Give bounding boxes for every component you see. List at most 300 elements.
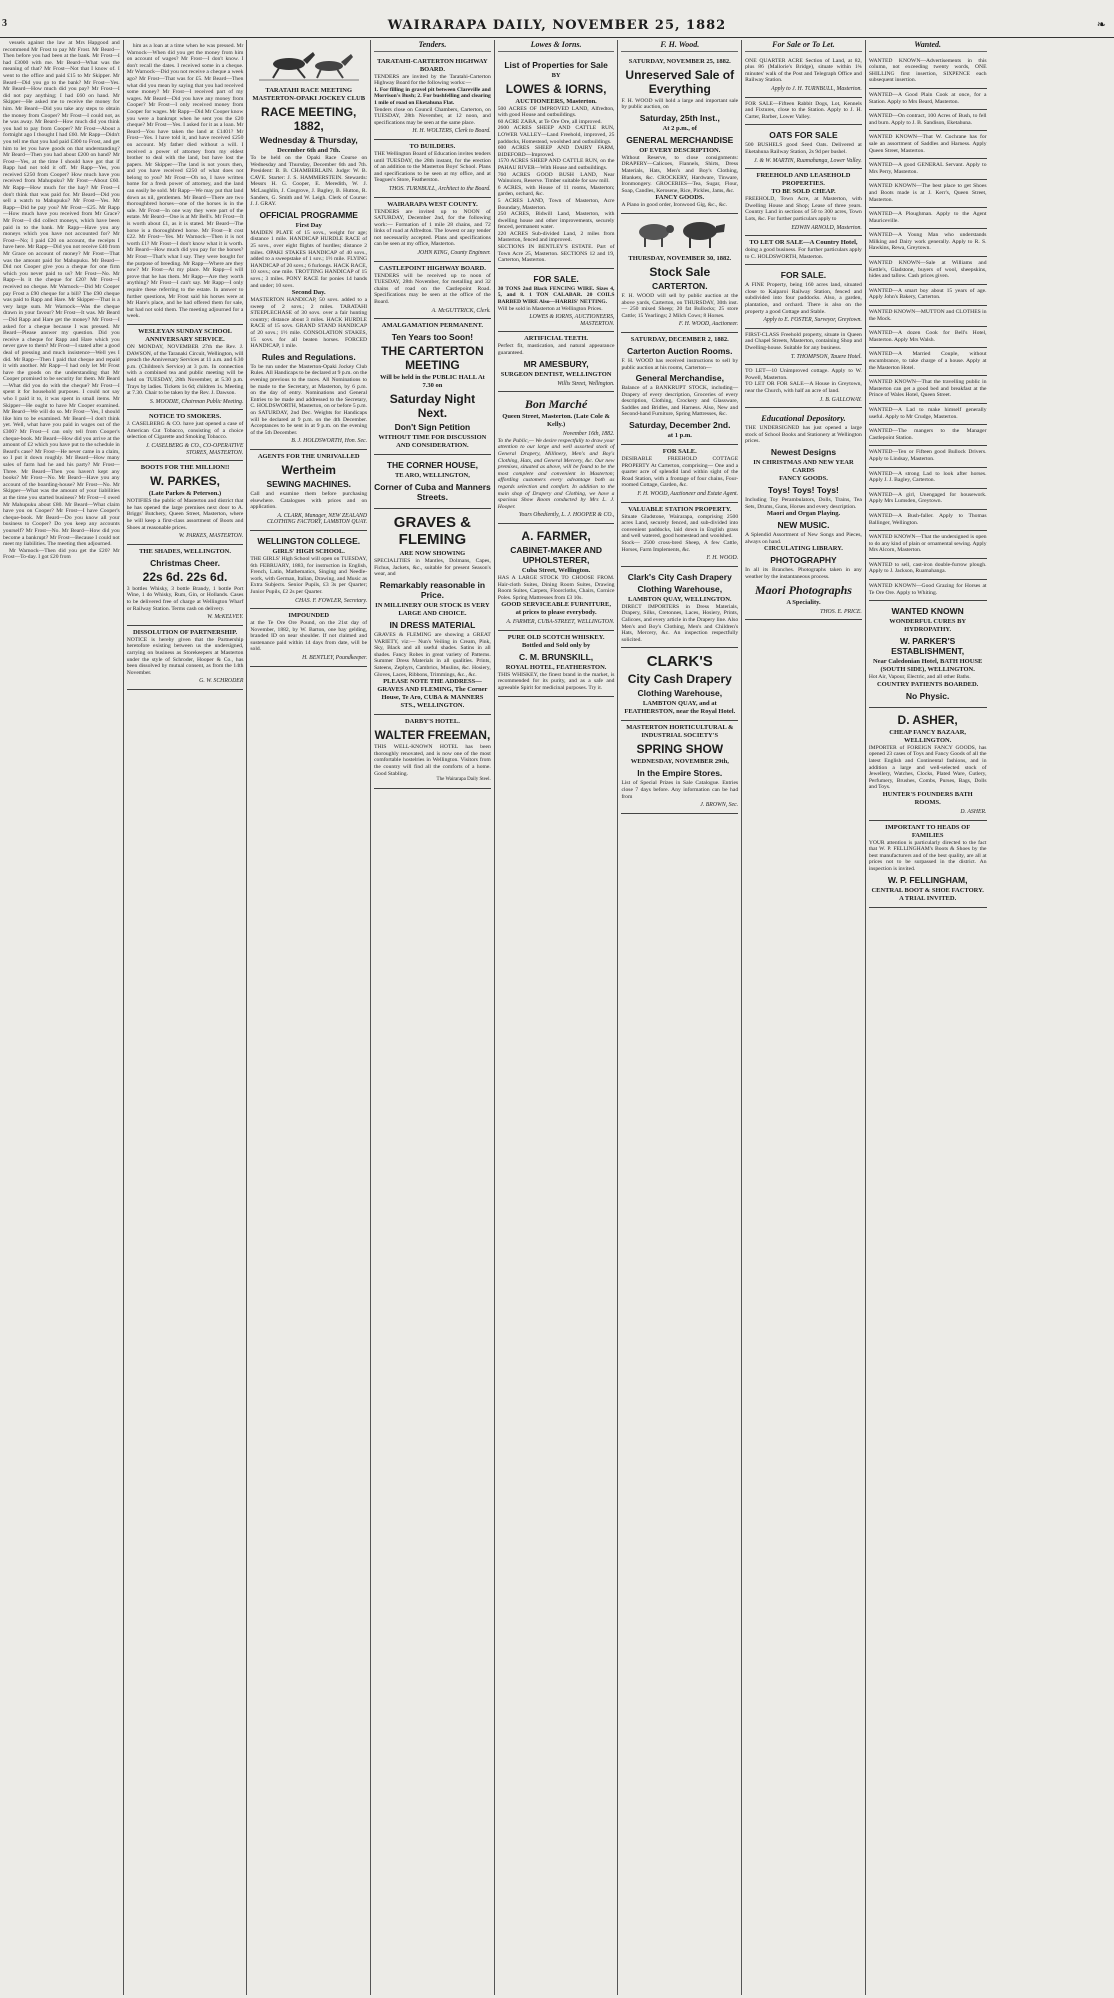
wood-time-6: at 1 p.m. <box>667 432 692 440</box>
darbys-hotel-ad <box>374 715 491 789</box>
property-firm: LOWES & IORNS, <box>505 81 607 96</box>
tender4-sign: A. McGUTTRICK, Clerk. <box>431 307 491 314</box>
property-sale-sign: Apply to E. FOSTER, Surveyor, Greytown. <box>763 317 862 324</box>
column-1 <box>0 40 124 1995</box>
wood-title-4: Stock Sale <box>649 264 711 279</box>
hydropathy-ad <box>869 601 987 708</box>
wanted-5-text: WANTED—A good GENERAL Servant. Apply to Mrs Perry, Masterton. <box>868 162 987 175</box>
meeting-body: Will be held in the PUBLIC HALL At 7.30 on <box>380 374 485 390</box>
wanted-10 <box>869 285 987 306</box>
impounded-heading: IMPOUNDED <box>288 612 330 620</box>
meeting-when: Saturday Night Next. <box>389 392 476 421</box>
property-1: 500 ACRES OF IMPROVED LAND, Alfredton, with good House and outbuildings. <box>497 105 615 119</box>
wood-sign-7: F. H. WOOD, Auctioneer and Estate Agent. <box>637 491 739 498</box>
race-label: TARATAHI RACE MEETING <box>265 87 353 94</box>
photography-body: In all its Branches. Photographs taken in any weather by the instantaneous process. <box>745 567 862 580</box>
library-heading: CIRCULATING LIBRARY. <box>764 545 843 553</box>
race-programme-heading: OFFICIAL PROGRAMME <box>259 209 358 220</box>
parker-address: Near Caledonian Hotel, BATH HOUSE (SOUTH SIDE), WELLINGTON. <box>872 658 983 674</box>
depository-heading: Educational Depository. <box>761 413 846 424</box>
dissolution-heading: DISSOLUTION OF PARTNERSHIP. <box>132 628 238 636</box>
column-7 <box>742 40 866 1995</box>
country-hotel-ad <box>745 236 862 265</box>
wood-body-8: Situate Gladstone, Wairarapa, comprising 2500 acres Land, securely fenced, and sub-divided into convenient paddocks, laid down in English grass and well watered, good homestead and woolshed. <box>621 513 739 540</box>
wanted-19-text: WANTED—A girl, Unengaged for housework. Apply Mrs Lumsden, Greytown. <box>868 491 987 505</box>
freehold-ad <box>745 169 862 236</box>
tender1-title: TARATAHI-CARTERTON HIGHWAY BOARD. <box>377 57 488 73</box>
wanted-11 <box>869 306 987 327</box>
clark2-address: LAMBTON QUAY, and at FEATHERSTON, near the Royal Hotel. <box>624 700 736 716</box>
wood-sign-4: F. H. WOOD, Auctioneer. <box>678 321 739 328</box>
parkes-body: NOTIFIES the public of Masterton and district that he has opened the large premises next door to A. Briggs' Butchery, Queen Street, Masterton, where he will keep a first-class assortment of Boots and Shoes at reasonable prices. <box>126 498 244 531</box>
wanted-6-text: WANTED KNOWN—The best place to get Shoes and Boots made is at J. Kerr's, Queen Street, Masterton. <box>868 183 987 203</box>
teeth-tail: Willis Street, Wellington. <box>557 380 615 387</box>
families-body: YOUR attention is particularly directed to the fact that W. P. FELLINGHAM's Boots & Shoes by the best manufacturers and of the best quality, are all at prices not to be surpassed in the district. An inspection is invited. <box>868 839 987 872</box>
sale-ad-1-sign: Apply to J. H. TURNBULL, Masterton. <box>771 85 862 92</box>
college-body: THE GIRLS' High School will open on TUESDAY, 6th FEBRUARY, 1883, for instruction in English, French, Latin, Mathematics, Singing and Needle-work, with German, Italian, Drawing, and Music as Extra Subjects. Senior Pupils, £3 3s per Quarter; Junior Pupils, £2 2s per Quarter. <box>250 555 368 595</box>
maori-photos-heading: Maori Photographs <box>754 582 852 597</box>
trial-invited: A TRIAL INVITED. <box>899 894 957 902</box>
wanted-6 <box>869 180 987 208</box>
wanted-2-text: WANTED—A Good Plain Cook at once, for a Station. Apply to Mrs Beard, Masterton. <box>868 91 987 105</box>
amalgamation-label: AMALGAMATION PERMANENT. <box>381 322 484 330</box>
shades-heading: THE SHADES, WELLINGTON. <box>139 547 231 555</box>
wood-sign-8: F. H. WOOD. <box>706 555 739 562</box>
show-date: WEDNESDAY, NOVEMBER 29th, <box>630 758 729 766</box>
wanted-15 <box>869 404 987 425</box>
wesleyan-body: ON MONDAY, NOVEMBER 27th the Rev. J. DAWSON, of the Taranaki Circuit, Wellington, will preach the Anniversary Services at 11 a.m. and 6.30 p.m. (Children's Service) at 3 p.m. In connection with a combined tea and public meeting will be held on TUESDAY, 28th November, at 5.30 p.m. Trays by ladies. Tickets 1s 6d; children 1s. Meeting at 7.30. Chair to be taken by the Rev. J. Dawson. <box>126 343 244 397</box>
gf-sign: GRAVES AND FLEMING, The Corner House, Te Aro, CUBA & MANNERS STS., WELLINGTON. <box>377 686 488 710</box>
property-sale-heading: FOR SALE. <box>780 270 827 281</box>
depository-body: THE UNDERSIGNED has just opened a large stock of School Books and Stationery at Wellington prices. <box>745 425 862 445</box>
first-class-freehold-ad <box>745 329 862 365</box>
wanted-20-text: WANTED—A Bush-faller. Apply to Thomas Ballinger, Wellington. <box>868 512 987 526</box>
race-intro: To be held on the Opaki Race Course on Wednesday and Thursday, December 6th and 7th. President: B. B. CHAMBERLAIN. Judge: W. B. CAVE. Starter: J. S. HAMMERSTEIN. Stewards: Messrs H. G. Cooper, E. Meredith, W. J. McLaughlin, J. Cosgrove, J. Bagley, B. Hutton, R. Sanders, G. Smith and W. Leigh. Clerk of Course: J. J. GRAY. <box>250 155 368 208</box>
scotch-body: THIS WHISKEY, the finest brand in the market, is recommended for its purity, and as a safe and agreeable Spirit for medicinal purposes. Try it. <box>497 671 615 692</box>
wertheim-brand: Wertheim <box>281 462 336 477</box>
race-club: MASTERTON-OPAKI JOCKEY CLUB <box>252 95 366 102</box>
bon-marche-ad <box>498 392 615 524</box>
wertheim-title: SEWING MACHINES. <box>266 478 351 489</box>
dissolution-notice <box>127 626 244 690</box>
wanted-21-text: WANTED KNOWN—That the undersigned is open to do any kind of plain or ornamental sewing. Apply Mrs Alcorn, Masterton. <box>868 534 987 554</box>
tender2-body: THE Wellington Board of Education invites tenders until TUESDAY, the 28th instant, for the erection of an addition to the Masterton Boys' School. Plans and specifications to be seen at my office, and at Teagues's Store, Featherston. <box>374 150 491 184</box>
tender3-body: TENDERS are invited up to NOON of SATURDAY, December 2nd, for the following work:— Formation of 1 mile 28 chains, and 72 links of road at Alfredton. The lowest or any tender not necessarily accepted. Plans and specifications can be seen at my office, Masterton. <box>374 208 491 248</box>
gf-millinery: IN MILLINERY OUR STOCK IS VERY LARGE AND CHOICE. <box>375 602 490 617</box>
page-columns <box>0 40 1114 1995</box>
wood-body-2: Without Reserve, to close consignments: DRAPERY—Calicoes, Flannels, Shirts, Dress Materials, Hats, Men's and Boy's Clothing, Blankets, &c. CROCKERY, Hardware, Tinware, Ironmongery. GROCERIES—Tea, Sugar, Flour, Soap, Candles, Kerosene, Rice, Pickles, Jams, &c. <box>621 154 739 194</box>
shades-body: 3 bottles Whisky, 3 bottle Brandy, 1 bottle Port Wine, 1 do Whisky, Rum, Gin, or Hollands. Cases to be delivered free of charge at Wellington Wharf or Railway Station. Terms cash on delivery. <box>126 585 244 612</box>
show-place: In the Empire Stores. <box>637 768 723 779</box>
tender3-sign: JOHN KING, County Engineer. <box>417 250 491 257</box>
gf-dress-body: GRAVES & FLEMING are showing a GREAT VARIETY, viz:— Nun's Veiling in Cream, Pink, Sky, Black and all useful shades. Satins in all shades. Fancy Robes in great variety of Patterns. Summer Dress Materials in all qualities. Prints, Sateens, Zephyrs, Cambrics, Muslins, &c. Hosiery, Gloves, Laces, Ribbons, Trimmings, &c., &c. <box>374 632 491 678</box>
wood-date-1: SATURDAY, NOVEMBER 25, 1882. <box>628 57 731 65</box>
to-let-sign: J. B. GALLOWAY. <box>819 396 862 403</box>
meeting-title: THE CARTERTON MEETING <box>381 344 484 373</box>
race-day2-body: MASTERTON HANDICAP, 50 sovs. added to a sweep of 2 sovs.; 2 miles. TARATAHI STEEPLECHASE of 30 sovs. over a fair hunting country; distance about 3 miles. HACK HURDLE RACE of 15 sovs. GRAND STAND HANDICAP of 20 sovs.; 1½ mile. CONSOLATION STAKES, 15 sovs. for all beaten horses. FORCED HANDICAP, 1 mile. <box>250 297 368 350</box>
first-class-body: FIRST-CLASS Freehold property, situate in Queen and Chapel Streets, Masterton, containing Shop and Dwelling-house. Suitable for any business. <box>745 331 862 352</box>
clark2-title: CLARK'S <box>646 653 713 671</box>
property-4: 600 ACRES SHEEP AND DAIRY FARM, BIDEFORD—Improved. <box>497 145 615 158</box>
fencing-sign: LOWES & IORNS, AUCTIONEERS, MASTERTON. <box>529 314 615 327</box>
farmer-sub: CABINET-MAKER AND UPHOLSTERER, <box>510 544 602 565</box>
wanted-16 <box>869 425 987 446</box>
wanted-10-text: WANTED—A smart boy about 15 years of age. Apply John's Bakery, Carterton. <box>868 287 987 301</box>
parker-body: Hot Air, Vapour, Electric, and all other Baths. <box>868 674 971 681</box>
no-physic: No Physic. <box>905 690 950 701</box>
designs-heading: Newest Designs <box>770 446 837 457</box>
sale-ad-2-body: FOR SALE—Fifteen Rabbit Dogs, Lot, Kennels and Fixtures, close to the Station. Apply to J. H. Carter, Barber, Lower Valley. <box>745 100 862 120</box>
clarks-second-ad <box>621 648 738 721</box>
farmer-body: HAS A LARGE STOCK TO CHOOSE FROM. Hair-cloth Suites, Dining Room Suites, Drawing Room Suites, Carpets, Floorcloths, Chairs, Cornice Poles. Spring Mattresses from £3 10s. <box>497 574 615 601</box>
to-let-2: TO LET OR FOR SALE—A House in Greytown, near the Church, with half an acre of land. <box>745 381 862 394</box>
farmer-address: Cuba Street, Wellington. <box>521 566 591 574</box>
wanted-2 <box>869 89 987 110</box>
race-horses-engraving-icon <box>259 42 359 82</box>
property-8: 5 ACRES LAND, Town of Masterton, Acre Boundary, Masterton. <box>497 197 615 211</box>
wanted-9-text: WANTED KNOWN—Sale at Williams and Kettle's, Gladstone, buyers of wool, sheepskins, hides and tallow. Cash prices given. <box>868 260 987 280</box>
teeth-title: ARTIFICIAL TEETH. <box>524 335 589 343</box>
race-meeting-ad <box>250 84 367 450</box>
property-list-by: BY <box>551 71 561 79</box>
scotch-name: C. M. BRUNSKILL, <box>519 651 594 662</box>
toys-heading: Toys! Toys! Toys! <box>768 484 839 495</box>
wood-body-5: F. H. WOOD has received instructions to sell by public auction at his rooms, Carterton— <box>621 357 739 371</box>
darby-footer: The Wairarapa Daily Steel. <box>436 777 491 783</box>
race-rules-body: To be run under the Masterton-Opaki Jockey Club Rules. All Handicaps to be declared at 9 p.m. on the evening previous to the races. All Nominations to be made to the Secretary, at Masterton, by 6 p.m. on the day of entry. Nominations and General Entries to be made and addressed to the Secretary, C. HOLDSWORTH, Masterton, on or before 5 p.m. on SATURDAY, 2nd Dec. Weights for Handicaps will be declared at 9 p.m. on the 4th December. Acceptances to be sent in at 9 p.m. on the evening of the 5th December. <box>250 363 368 436</box>
asher-body: IMPORTER of FOREIGN FANCY GOODS, has opened 23 cases of Toys and Fancy Goods of all the latest English and Continental fashions, and in addition a large and well-selected stock of Jewellery, Watches, Clocks, Plated Ware, Cutlery, Perfumery, Brushes, Combs, Purses, Bags, Dolls and Toys. <box>868 744 987 791</box>
artificial-teeth-ad <box>498 332 615 392</box>
hearing-continued <box>127 40 244 325</box>
tender-county <box>374 198 491 262</box>
teeth-body: Perfect fit, mastication, and natural appearance guaranteed. <box>497 343 615 356</box>
wanted-13-text: WANTED—A Married Couple, without encumbrance, to take charge of a house. Apply at the Masterton Hotel. <box>868 351 987 371</box>
wanted-21 <box>869 531 987 559</box>
gf-dress-heading: IN DRESS MATERIAL <box>389 620 476 630</box>
race-dates: December 6th and 7th. <box>277 147 341 154</box>
tender4-body: TENDERS will be received up to noon of TUESDAY, 28th November, for metalling and 32 chains of road on the Castlepoint Road. Specifications may be seen at the office of the Board. <box>374 272 491 306</box>
wood-cottage-sale <box>621 445 738 503</box>
college-heading: WELLINGTON COLLEGE. <box>257 535 361 546</box>
page-number: 3 <box>2 18 7 29</box>
farmer-tail: GOOD SERVICEABLE FURNITURE, at prices to please everybody. <box>501 601 611 617</box>
meeting-note: Don't Sign Petition <box>394 422 471 433</box>
wood-date-2: THURSDAY, NOVEMBER 30, 1882. <box>628 254 732 262</box>
corner-title: THE CORNER HOUSE, <box>386 460 478 471</box>
wood-title-7: FOR SALE. <box>662 448 697 456</box>
lowes-iorns-heading: Lowes & Iorns. <box>498 42 615 52</box>
teeth-name: MR AMESBURY, <box>523 358 589 369</box>
price-sign: THOS. E. PRICE. <box>820 608 862 615</box>
wesleyan-notice <box>127 325 244 410</box>
oats-sign: J. & W. MARTIN, Ruamahanga, Lower Valley. <box>753 157 862 164</box>
bankruptcy-hearing-closing: Mr Warnock—Then did you get the £20? Mr Frost—To-day. I got £20 from <box>3 547 120 561</box>
fencing-heading: FOR SALE. <box>533 273 579 284</box>
tender4-title: CASTLEPOINT HIGHWAY BOARD. <box>378 264 486 272</box>
shades-title: Christmas Cheer. <box>150 557 220 568</box>
bon-title: Bon Marché <box>524 397 588 412</box>
property-2: 60 ACRE ZABA, at Te Ore Ore, all improved. <box>497 118 602 125</box>
parkes-heading: BOOTS FOR THE MILLION!! <box>140 464 230 472</box>
fellingham-name: W. P. FELLINGHAM, <box>887 874 968 885</box>
wanted-20 <box>869 510 987 531</box>
smokers-notice <box>127 410 244 461</box>
wanted-7 <box>869 208 987 229</box>
fencing-items: 30 TONS 2nd Black FENCING WIRE. Sizes 4, 5, and 8. 1 TON CALABAR. 20 COILS BARBED WIRE Also—HARRIS' NETTING. <box>497 285 615 306</box>
wanted-13 <box>869 348 987 376</box>
corner-house-ad <box>374 455 491 509</box>
scotch-title: PURE OLD SCOTCH WHISKEY. <box>507 633 605 641</box>
oats-heading: OATS FOR SALE <box>769 130 838 141</box>
column-4 <box>371 40 495 1995</box>
wanted-7-text: WANTED—A Ploughman. Apply to the Agent Mauriceville. <box>868 211 987 224</box>
shades-sign: W. McKELVEY. <box>207 614 244 621</box>
fellingham-ad <box>869 821 987 908</box>
parkes-sign: W. PARKES, MASTERTON. <box>178 533 244 540</box>
show-title: MASTERTON HORTICULTURAL & INDUSTRIAL SOCIETY'S <box>626 724 734 740</box>
column-3 <box>247 40 371 1995</box>
clarks-drapery-ad <box>621 567 738 649</box>
page-mark-icon: ❧ <box>1096 19 1106 31</box>
wood-when-6: Saturday, December 2nd. <box>629 420 731 431</box>
meeting-tail: WITHOUT TIME FOR DISCUSSION AND CONSIDERATION. <box>378 434 487 450</box>
property-sale-ad <box>745 265 862 329</box>
asher-title: D. ASHER, <box>897 712 958 727</box>
race-day2-heading: Second Day. <box>291 289 326 297</box>
race-when: Wednesday & Thursday, <box>259 135 358 145</box>
wood-date-3: SATURDAY, DECEMBER 2, 1882. <box>630 335 729 343</box>
hotel-heading: TO LET OR SALE—A Country Hotel, <box>749 239 858 247</box>
race-rules-heading: Rules and Regulations. <box>261 351 356 362</box>
first-class-sign: T. THOMPSON, Tauere Hotel. <box>790 353 862 360</box>
sale-ad-1 <box>745 55 862 98</box>
column-6 <box>618 40 742 1995</box>
wood-title-5: Carterton Auction Rooms. <box>627 345 733 356</box>
freehold-body: FREEHOLD, Town Acre, at Masterton, with Dwelling House and Shop; Lease of three years. Country Land in sections of 50 to 300 acres, Town Lots, &c. For further particulars apply to <box>745 196 862 222</box>
wood-stock-sale <box>621 252 738 333</box>
photography-heading: PHOTOGRAPHY <box>770 555 837 566</box>
wanted-1 <box>869 55 987 89</box>
wood-sale-1 <box>621 55 738 214</box>
wood-sub-4: CARTERTON. <box>651 280 708 291</box>
for-sale-heading: For Sale or To Let. <box>745 42 862 52</box>
wood-body-3: A Piano in good order, Ironwood Gig, &c., &c. <box>621 202 728 209</box>
wanted-16-text: WANTED—The mangers to the Manager Castlepoint Station. <box>868 428 987 441</box>
tender1-items: 1. For filling in gravel pit between Clareville and Morrison's Bush; 2. For bushfelling and clearing 1 mile of road on Eketahuna Flat. <box>374 86 491 106</box>
graves-fleming-ad <box>374 509 491 715</box>
to-let-ads <box>745 365 862 408</box>
fh-wood-heading: F. H. Wood. <box>621 42 738 52</box>
depository-ad <box>745 408 862 620</box>
property-9: 250 ACRES, Bidwill Land, Masterton, with dwelling house and other improvements, securely fenced, permanent water. <box>497 211 615 231</box>
tender1-body: TENDERS are invited by the Taratahi-Carterton Highway Board for the following works:— <box>374 73 491 87</box>
wanted-12 <box>869 327 987 348</box>
wanted-23 <box>869 580 987 601</box>
music-body: A Splendid Assortment of New Songs and Pieces, always on hand. <box>745 532 862 545</box>
maori-photos-sub: A Speciality. <box>786 598 821 606</box>
college-sign: CHAS. F. FOWLER, Secretary. <box>295 597 368 604</box>
wood-body-1: F. H. WOOD will hold a large and important sale by public auction, on <box>621 97 739 111</box>
fellingham-address: CENTRAL BOOT & SHOE FACTORY. <box>871 886 984 894</box>
tender-builders <box>374 140 491 198</box>
column-8 <box>866 40 990 1995</box>
property-10: 220 ACRES Sub-divided Land, 2 miles from Masterton, fenced and improved. <box>497 230 615 244</box>
scotch-whiskey-ad <box>498 631 615 697</box>
hotel-body: doing a good business. For further particulars apply to C. HOLDSWORTH, Masterton. <box>745 247 862 260</box>
wanted-15-text: WANTED—A Lad to make himself generally useful. Apply to Mr Crudge, Masterton. <box>868 406 987 420</box>
wood-title-6: General Merchandise, <box>635 373 724 384</box>
tender2-title: TO BUILDERS. <box>409 142 456 150</box>
wesleyan-sign: S. MOODIE, Chairman Public Meeting. <box>149 398 244 405</box>
wanted-4 <box>869 131 987 159</box>
race-sign: B. J. HOLDSWORTH, Hon. Sec. <box>291 438 368 445</box>
wanted-22-text: WANTED to sell, cast-iron double-furrow plough. Apply to J. Jackson, Ruamahanga. <box>868 561 987 575</box>
wanted-22 <box>869 559 987 580</box>
tenders-heading: Tenders. <box>374 42 491 52</box>
parker-rooms: COUNTRY PATIENTS BOARDED. <box>876 680 979 688</box>
parkes-sub: (Late Parkes & Peterson.) <box>148 490 222 498</box>
impounded-body: at the Te Ore Ore Pound, on the 21st day of November, 1882, by W. Barton, one bay gelding, branded ID on near shoulder. If not claimed and sustenance paid within 14 days from date, will be sold. <box>250 620 368 653</box>
hunter-heading: HUNTER'S FOUNDERS BATH ROOMS. <box>882 791 973 806</box>
darby-body: THIS WELL-KNOWN HOTEL has been thoroughly renovated, and is now one of the most comfortable hostelries in Wellington. Visitors from the country will find all the comforts of a home. Good Stabling. <box>374 744 491 777</box>
carterton-meeting-ad <box>374 319 491 455</box>
property-list-title: List of Properties for Sale <box>504 59 608 70</box>
impounded-notice <box>250 609 367 667</box>
wood-auction-rooms <box>621 333 738 445</box>
impounded-sign: H. BENTLEY, Poundkeeper. <box>302 655 368 662</box>
newspaper-title: WAIRARAPA DAILY, NOVEMBER 25, 1882 <box>387 18 727 33</box>
dissolution-body: NOTICE is hereby given that the Partnership heretofore existing between us the undersigned, carrying on business as Storekeepers at Masterton under the style of Schroder, Hooper & Co., has been dissolved by mutual consent, as from the 14th November. <box>126 636 244 676</box>
gf-title: GRAVES & FLEMING <box>393 514 472 549</box>
college-ad <box>250 531 367 609</box>
asher-sign: D. ASHER. <box>960 809 987 815</box>
column-5 <box>495 40 619 1995</box>
tender2-sign: THOS. TURNBULL, Architect to the Board. <box>388 185 491 192</box>
asher-bazaar-ad <box>869 708 987 821</box>
wood-time-1: At 2 p.m., of <box>662 124 697 132</box>
meeting-pre: Ten Years too Soon! <box>391 332 474 343</box>
bon-body: To the Public,— We desire respectfully to draw your attention to our large and well assorted stock of General Drapery, Millinery, Men's and Boy's Clothing, Hats, and General Mercery, &c. Our new premises, situated as above, will be found to be the most complete and convenient in Masterton; affording customers every advantage both as regards selection and comfort. In addition to the main shop of Drapery and Clothing, we have a spacious Show Room conducted by Mrs L. J. Hooper. <box>497 437 615 510</box>
wanted-14 <box>869 376 987 404</box>
wanted-18-text: WANTED—A strong Lad to look after horses. Apply J. J. Bagley, Carterton. <box>868 470 987 484</box>
clark2-sub2: Clothing Warehouse, <box>637 688 723 699</box>
clark-address: LAMBTON QUAY, WELLINGTON. <box>628 595 732 603</box>
scotch-sub: Bottled and Sold only by <box>521 641 591 649</box>
freehold-heading: FREEHOLD AND LEASEHOLD PROPERTIES. <box>756 172 851 188</box>
tender-highway-board <box>374 55 491 140</box>
sale-ad-2 <box>745 98 862 126</box>
property-list-ad <box>498 55 615 269</box>
wanted-17 <box>869 446 987 467</box>
asher-sub: CHEAP FANCY BAZAAR, WELLINGTON. <box>889 728 967 744</box>
property-firm-sub: AUCTIONEERS, Masterton. <box>515 97 597 105</box>
property-3: 2600 ACRES SHEEP AND CATTLE RUN, LOWER VALLEY—Land Freehold, improved, 25 paddocks, Homestead, woolshed and outbuildings. <box>497 125 615 145</box>
fencing-tail: Will be sold in Masterton at Wellington Prices. <box>497 305 603 312</box>
fencing-wire-ad <box>498 269 615 333</box>
shades-prices: 22s 6d. 22s 6d. <box>142 569 228 584</box>
wertheim-heading: AGENTS FOR THE UNRIVALLED <box>257 452 360 460</box>
wood-body-4: F. H. WOOD will sell by public auction at the above yards, Carterton, on THURSDAY, 30th inst.— 250 mixed Sheep; 20 fat Bullocks; 25 store Cattle; 15 Yearlings; 2 Milch Cows; 8 Horses. <box>621 292 739 319</box>
known-sub: WONDERFUL CURES BY HYDROPATHY. <box>889 618 967 634</box>
farmer-title: A. FARMER, <box>521 528 591 543</box>
wesleyan-heading: WESLEYAN SUNDAY SCHOOL ANNIVERSARY SERVICE. <box>138 327 232 343</box>
wanted-3-text: WANTED—On contract, 100 Acres of Bush, to fell and burn. Apply to J. B. Sandison, Eketahuna. <box>868 113 987 126</box>
clark2-sub: City Cash Drapery <box>627 672 732 687</box>
wanted-8 <box>869 229 987 257</box>
property-5: 1570 ACRES SHEEP AND CATTLE RUN, on the PAHAU RIVER—With House and outbuildings. <box>497 158 615 171</box>
gf-body: SPECIALITIES in Mantles, Dolmans, Capes, Fichus, Jackets, &c., suitable for present Season's wear, and <box>374 558 491 578</box>
spring-show-ad <box>621 721 738 813</box>
parkes-title: W. PARKES, <box>150 474 220 489</box>
bankruptcy-hearing-text: vessels against the law at Mrs Hapgood and recommend Mr Frost to pay Mr Frost. Mr Beard—Then before you had been at the bank. Mr Frost—I had £3000 with me. Mr Beard—What was the meaning of that? Mr Frost—Not that I know of. I went to the office and paid £15 to Mr Skipper. Mr Beard—Did you go to the bank? Mr Frost—Yes. Mr Beard—How much did you pay? Mr Frost—I did not pay anything; I had £60 on hand. Mr Skipper—He asked me to receive the money for him. Mr Beard—Did you take any steps to obtain the money from Cooper? Mr Frost—I could not, as he was away. Mr Beard—How much did you think you had to pay from Cooper? Mr Frost—About a fortnight ago I thought I had £60. Mr Rapp—Didn't you tell me that you had paid £300 to Frost, and get him to let you have goods on that understanding? Mr Beard—Then you had about £200 on hand? Mr Frost—Yes, at the time I should have got that if Rapp had not told it off. Mr Rapp—Yes, you received £250 from Cooper? How much have you received from Mahupuku? Mr Frost—About £60. Mr Rapp—How much for the hay? Mr Frost—I don't think that was paid for. Mr Beard—Did you sell a watch to Mahupuku? Mr Frost—Yes. Mr Rapp—Did he pay you? Mr Frost—£25. Mr Rapp—How much have you received from Mr Grace? Mr Frost—I did collect moneys, which have been paid in to the bank. Mr Rapp—Have you any moneys which you have not accounted for? Mr Frost—No; I paid £20 on account, the receipts I have here. Mr Rapp—Did you not receive £40 from Mr Grace on account of money? Mr Frost—That was the amount paid for Mahupuku. Mr Beard—Did not Cooper give you a cheque for one firm which you never paid to us? Mr Frost—No. Mr Rapp—Is it the cheque for £20? Mr Frost—I received no cheque. Mr Warnock—Did Mr Cooper pay Frost a £90 cheque for a bill? The £90 cheque was paid to Rapp and Hare. Mr Skipper—That is a very large sum. Mr Warnock—Was the cheque drawn in your favour? Mr Frost—It was. Mr Beard—Did Rapp and Hare get the money? Mr Frost—I asked for a cheque because I was pressed. Mr Beard—Please answer my question. Did you receive a cheque for Rapp and Hare which you never gave to them? Mr Frost—I stated after a good deal of pressing and much insistence—Well yes I did. Mr Rapp—Then I paid that cheque and repaid it with another. Mr Rapp—I had only let Mr Frost have the goods on the understanding that Mr Cooper promised to be security for them. Mr Beard—What did you do with the cheque? Mr Frost—I spent it for household purposes. I could not say who I paid it to, it was spent in small items. Mr Skipper—He ought to have Mr Cooper examined. Mr Beard—We will do so. Mr Frost—Yes, I should like him to be examined. Mr Beard—I don't think yet. Well, what have you paid in wages out of the £300? Mr Frost—I can only tell from Cooper's cheque-book. Mr Beard—How did you arrive at the amount of £2 which you have put to the schedule in Beard's case? Mr Frost—He never came in a claim, so I put it down roughly. Mr Beard—How many sales of farm had he and his party? Mr Frost—Three. Mr Beard—Then you haven't kept any books? Mr Frost—No. Mr Beard—Have you any account of the boarding-house? Mr Frost—No. Mr Skipper—What was the amount of your liabilities at the time you started business? Mr Frost—I owed Mr Mahupuku about £80. Mr Beard—What claim have you on Cooper? Mr Frost—I have Cooper's cheque-book. Mr Beard—Do you know all your business to Cooper? Do you keep any accounts yourself? Mr Frost—No. Mr Beard—How did you become a bankrupt? Mr Frost—Because I could not meet my liabilities. The meeting then adjourned. <box>3 40 120 548</box>
wertheim-body: Call and examine them before purchasing elsewhere. Catalogues with prices and on application. <box>250 490 368 511</box>
gf-tail: PLEASE NOTE THE ADDRESS— <box>383 678 482 686</box>
wertheim-sign: A. CLARK, Manager, NEW ZEALAND CLOTHING FACTORY, LAMBTON QUAY. <box>266 512 368 526</box>
bon-address: Queen Street, Masterton. (Late Cole & Kelly.) <box>502 413 610 429</box>
smokers-sign: J. CASELBERG & CO., CO-OPERATIVE STORES, MASTERTON. <box>145 443 244 456</box>
tender1-sign: H. H. WOLTERS, Clerk to Board. <box>412 128 491 135</box>
wood-title-8: VALUABLE STATION PROPERTY. <box>628 505 732 513</box>
freehold-sub: TO BE SOLD CHEAP. <box>771 188 836 196</box>
farmer-sign: A. FARMER, CUBA-STREET, WELLINGTON. <box>506 619 615 626</box>
property-sale-body: A FINE Property, being 160 acres land, situated close to Kaiparoi Railway Station, fenced and subdivided into four paddocks. Also, a garden, plantation, and orchard. There is also on the property a good Cottage and Stable. <box>745 282 862 315</box>
clark-sub: Clothing Warehouse, <box>637 583 723 594</box>
race-day1-body: MAIDEN PLATE of 15 sovs., weight for age; distance 1 mile. HANDICAP HURDLE RACE of 25 sovs., over eight flights of hurdles; distance 2 miles. OPAKI STAKES HANDICAP of 40 sovs., added to a sweepstake of 1 sov.; 1½ mile. FLYING HANDICAP of 20 sovs.; 6 furlongs. HACK RACE, 10 sovs.; one mile. TROTTING HANDICAP of 15 sovs.; 3 miles. PONY RACE for ponies 14 hands and under; 10 sovs. <box>250 229 368 289</box>
wanted-18 <box>869 468 987 489</box>
farmer-cabinet-ad <box>498 524 615 631</box>
college-sub: GIRLS' HIGH SCHOOL. <box>272 547 345 555</box>
organ-heading: Maori and Organ Playing. <box>766 510 841 518</box>
tender1-tail: Tenders close on Council Chambers, Carterton, on TUESDAY, 28th November, at 12 noon, and specifications may be seen at the same place. <box>374 106 491 126</box>
teeth-sub: SURGEON DENTIST, WELLINGTON <box>500 370 612 378</box>
walter-freeman: WALTER FREEMAN, <box>374 728 491 743</box>
hearing-continued-text: him as a loan at a time when he was pressed. Mr Warnock—When did you get the money from him on account of wages? Mr Frost—I don't know. I don't recall the dates. I received some in a cheque. Mr Warnock—Did you not receive a cheque a week ago? Mr Frost—That was for £5. Mr Beard—Then what did you mean by saying that you had received some money? Mr Frost—I received part of my wages. Mr Beard—Did you have any money from Cooper? Mr Frost—I only received money from Cooper for wages. Mr Rapp—Did Mr Cooper know you were a bankrupt when he sent you the £20 cheque? Mr Frost—Yes. I asked for it as a loan. Mr Beard—You have taken the land at £1401? Mr Frost—Yes. I have told it, and have received £250 on account. My father died without a will. I received a power of attorney from my eldest brother to deal with the land, but have lost the papers. Mr Skipper—The land is not yours then, and you have received £250 of what does not belong to you? Mr Frost—Oh no, I have written home for a fresh power of attorney, and the land can easily be sold. Mr Rapp—We may put that land down as nil, gentlemen. Mr Beard—There are two thoroughbred horses—one of the horses is in the sale. Mr Frost—In one way they were part of the estate. Mr Beard—One is at Mr Bell's. Mr Frost—It is worth about £1, as it is stated. Mr Beard—The horse is a thoroughbred horse. Mr Frost—It cost £22. Mr Frost—Yes. Mr Warnock—Then it is not worth £1? Mr Frost—I don't know what it is worth. Mr Beard—How much did you pay for the horses? Mr Frost—That's what I say. They were bought for the purpose of breeding. Mr Rapp—Where are they now? Mr Frost—At my place. Mr Rapp—I will prove that he has them. Mr Rapp—Are they worth anything? Mr Frost—I can't say. Mr Rapp—I only require these referring to the estate. In answer to further questions, Mr Frost said his horses were at Mr Hare's place, and he had offered them for sale, but had not sold them. The meeting adjourned for a week. <box>126 43 244 320</box>
sale-ad-1-body: ONE QUARTER ACRE Section of Land, at 82, plus 86 (Mallorie's Bridge), situate within 1¾ minutes' walk of the Post and Telegraph Office and Railway Station. <box>745 57 862 84</box>
property-6: 760 ACRES GOOD BUSH LAND, Near Wainuioru, Reserve. Timber suitable for saw mill. <box>497 171 615 185</box>
wood-title-3: FANCY GOODS. <box>655 194 705 202</box>
property-11: SECTIONS IN BENTLEY'S ESTATE. Part of Town Acre 25, Masterton. SECTIONS 12 and 19, Carterton, Masterton. <box>497 244 615 264</box>
race-event: RACE MEETING, 1882, <box>261 105 357 133</box>
wood-sub-2: OF EVERY DESCRIPTION. <box>639 146 721 154</box>
show-body: List of Special Prizes in Sale Catalogue. Entries close 7 days before. Any information can be had from <box>621 780 739 800</box>
wood-body-6: Balance of a BANKRUPT STOCK, including— Drapery of every description, Groceries of every description, Clothing, Crockery and Glassware, Saddles and Bridles, and Harness. Also, New and Second-hand Furniture, Spring Mattresses, &c. <box>621 385 739 418</box>
families-heading: IMPORTANT TO HEADS OF FAMILIES <box>885 823 971 839</box>
wood-title-1: Unreserved Sale of Everything <box>625 67 735 96</box>
wanted-8-text: WANTED—A Young Man who understands Milking and Dairy work generally. Apply to R. S. Hawkins, Rewa, Greytown. <box>868 232 987 252</box>
sheep-cattle-engraving-icon <box>630 216 730 250</box>
smokers-body: J. CASELBERG & CO. have just opened a case of American Cut Tobacco, consisting of a choice selection of Cigarette and Smoking Tobacco. <box>126 421 244 441</box>
bon-sign: Yours Obediently, L. J. HOOPER & CO., <box>518 512 615 519</box>
music-heading: NEW MUSIC. <box>777 520 830 531</box>
wanted-3 <box>869 110 987 131</box>
wanted-17-text: WANTED—Ten or Fifteen good Bullock Drivers. Apply to Lindsay, Masterton. <box>868 449 987 462</box>
to-let-1: TO LET—10 Unimproved cottage. Apply to W. Powell, Masterton. <box>745 368 862 381</box>
dissolution-sign: G. W. SCHRODER <box>199 678 244 685</box>
oats-body: 500 BUSHELS good Seed Oats. Delivered at Eketahuna Railway Station, 2s 9d per bushel. <box>745 142 862 155</box>
bon-date: November 16th, 1882. <box>562 431 615 438</box>
toys-body: Including Toy Perambulators, Dolls, Trains, Tea Sets, Drums, Guns, Horses and every description. <box>745 496 862 510</box>
wood-when-1: Saturday, 25th Inst., <box>639 112 720 123</box>
wanted-heading: Wanted. <box>869 42 987 52</box>
wanted-5 <box>869 159 987 180</box>
parkes-boots-ad <box>127 461 244 545</box>
gf-line: Remarkably reasonable in Price. <box>379 580 486 600</box>
corner-sub: TE ARO, WELLINGTON, <box>394 472 470 480</box>
smokers-heading: NOTICE TO SMOKERS. <box>148 413 222 421</box>
wanted-11-text: WANTED KNOWN—MUTTON and CLOTHES in the Mock. <box>868 309 987 322</box>
masthead <box>0 0 1114 38</box>
tender-castlepoint <box>374 262 491 320</box>
